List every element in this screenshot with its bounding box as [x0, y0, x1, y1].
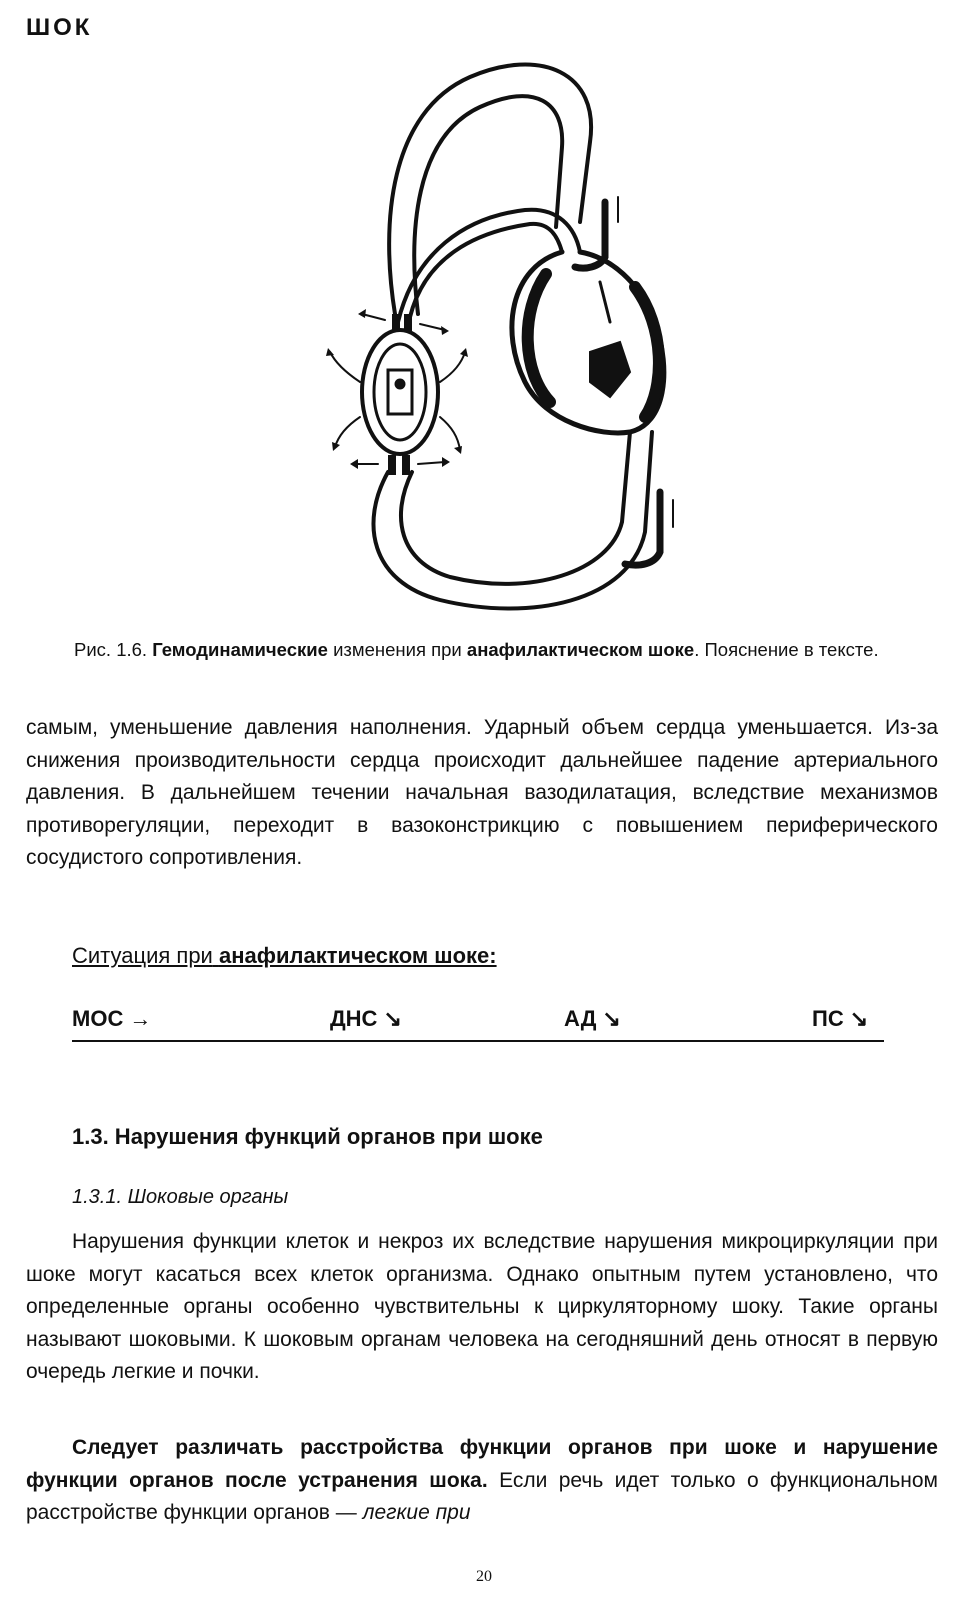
indicator-ps	[812, 1006, 868, 1032]
indicator-ad	[564, 1006, 621, 1032]
indicator-mos	[72, 1006, 151, 1032]
figure-caption	[26, 636, 936, 663]
situation-title-prefix: Ситуация при	[72, 943, 213, 968]
arrow-down-right-icon: ↘	[849, 1006, 869, 1031]
subsection-title: 1.3.1. Шоковые органы	[72, 1186, 289, 1208]
arrow-down-right-icon: ↘	[602, 1006, 621, 1031]
caption-bold-2: анафилактическом шоке	[466, 639, 695, 660]
upper-return-vessel	[410, 224, 562, 317]
arrow-right-icon: →	[129, 1006, 152, 1031]
running-head: ШОК	[26, 14, 93, 41]
indicator-label: ПС	[812, 1006, 844, 1031]
section-title: 1.3. Нарушения функций органов при шоке	[72, 1124, 543, 1149]
paragraph-1: самым, уменьшение давления наполнения. Ударный объем сердца уменьшается. Из-за снижения производительности сердца происходит дальнейшее падение артериального давления. В дальнейшем течении начальная вазодилатация, вследствие механизмов противорегуляции, переходит в вазоконстрикцию с повышением периферического сосудистого сопротивления.	[26, 716, 938, 869]
heart-chamber	[590, 342, 630, 397]
indicator-label: МОС	[72, 1006, 124, 1031]
caption-label: Рис. 1.6.	[74, 639, 148, 660]
hemodynamics-figure	[300, 52, 720, 632]
heart-outline	[512, 252, 664, 433]
arrow-down-right-icon: ↘	[383, 1006, 402, 1031]
lower-cannula	[625, 492, 660, 565]
caption-text-1: изменения при	[333, 639, 462, 660]
paragraph-3-text: Если речь идет только о функциональном расстройстве функции органов —	[26, 1468, 938, 1524]
indicator-row	[72, 1006, 884, 1042]
caption-text-2: . Пояснение в тексте.	[694, 639, 879, 660]
page-number: 20	[476, 1568, 492, 1585]
caption-bold-1: Гемодинамические	[152, 639, 328, 660]
indicator-label: АД	[564, 1006, 597, 1031]
indicator-dns	[330, 1006, 402, 1032]
lower-vessel-inner	[401, 432, 630, 584]
paragraph-3-italic: легкие при	[362, 1501, 471, 1524]
paragraph-2: Нарушения функции клеток и некроз их вследствие нарушения микроциркуляции при шоке могут касаться всех клеток организма. Однако опытным путем установлено, что определенные органы особенно чувствительны к циркуляторному шоку. Такие органы называют шоковыми. К шоковым органам человека на сегодняшний день относят в первую очередь легкие и почки.	[26, 1230, 938, 1383]
outflow-arrows	[330, 314, 465, 464]
paragraph-3	[26, 1432, 938, 1530]
indicator-label: ДНС	[330, 1006, 378, 1031]
paragraph-3-bold: Следует различать расстройства функции органов при шоке и нарушение функции органов после устранения шока.	[26, 1436, 938, 1492]
circulation-diagram	[300, 52, 720, 632]
situation-title	[72, 943, 497, 969]
situation-title-bold: анафилактическом шоке:	[218, 943, 497, 968]
